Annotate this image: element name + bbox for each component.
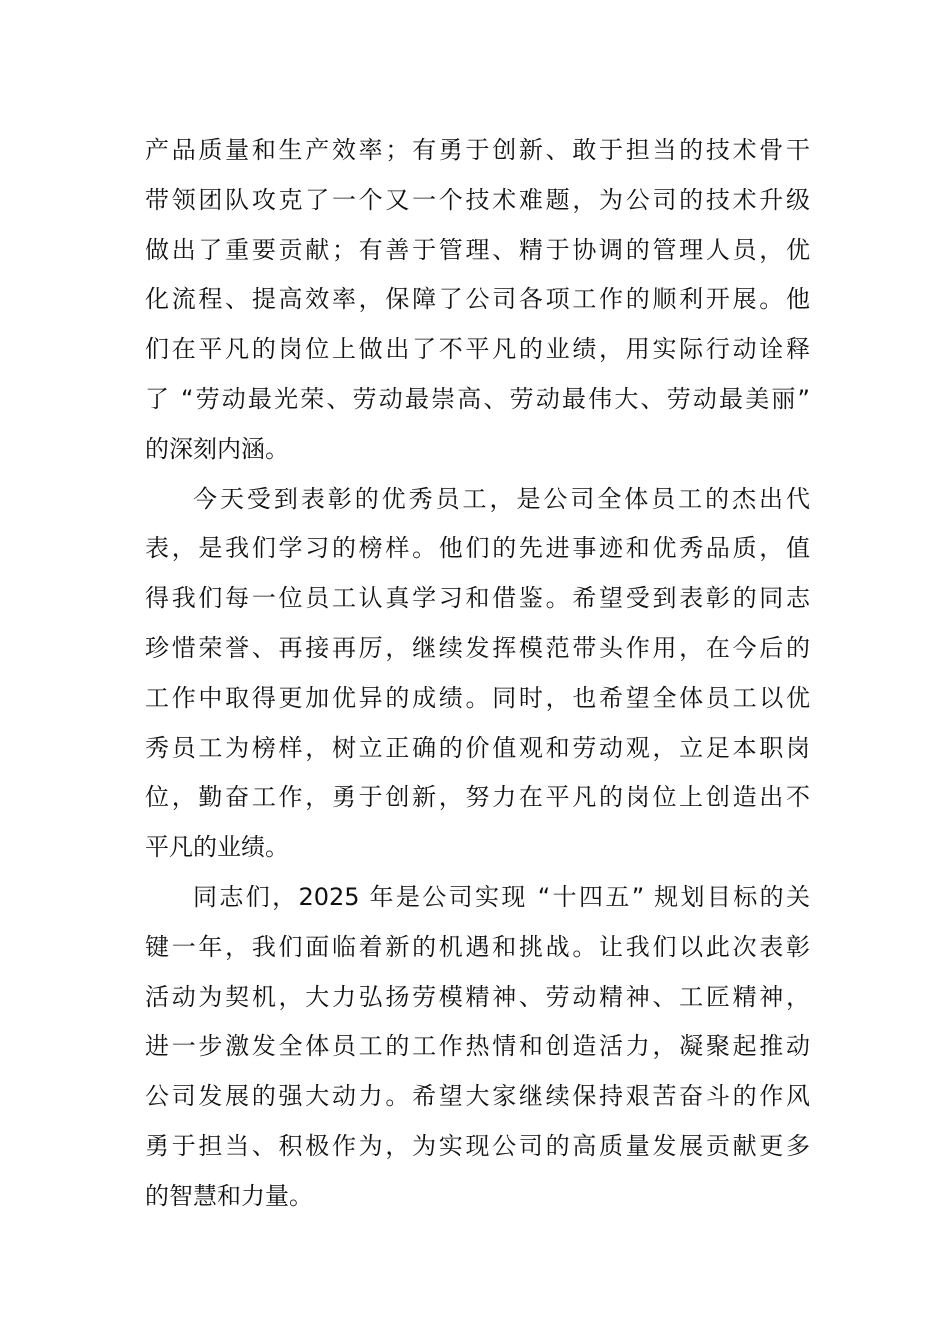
text-line: 平凡的业绩。 [145, 833, 289, 862]
text-line: 秀员工为榜样，树立正确的价值观和劳动观，立足本职岗 [145, 733, 810, 762]
text-line: 进一步激发全体员工的工作热情和创造活力，凝聚起推动 [145, 1032, 810, 1061]
text-line: 公司发展的强大动力。希望大家继续保持艰苦奋斗的作风 [145, 1082, 810, 1111]
text-line: 位，勤奋工作，勇于创新，努力在平凡的岗位上创造出不 [145, 783, 810, 812]
text-line: 得我们每一位员工认真学习和借鉴。希望受到表彰的同志 [145, 584, 810, 613]
text-line: 的智慧和力量。 [145, 1181, 313, 1210]
text-line: 珍惜荣誉、再接再厉，继续发挥模范带头作用，在今后的 [145, 633, 810, 662]
text-line: 带领团队攻克了一个又一个技术难题，为公司的技术升级 [145, 185, 810, 214]
text-line: 活动为契机，大力弘扬劳模精神、劳动精神、工匠精神， [145, 982, 810, 1011]
body-text [145, 126, 810, 1222]
text-line: 化流程、提高效率，保障了公司各项工作的顺利开展。他 [145, 285, 810, 314]
text-line: 今天受到表彰的优秀员工，是公司全体员工的杰出代 [193, 484, 810, 513]
text-line: 工作中取得更加优异的成绩。同时，也希望全体员工以优 [145, 683, 810, 712]
text-line: 键一年，我们面临着新的机遇和挑战。让我们以此次表彰 [145, 932, 810, 961]
text-line: 们在平凡的岗位上做出了不平凡的业绩，用实际行动诠释 [145, 335, 810, 364]
text-line: 表，是我们学习的榜样。他们的先进事迹和优秀品质，值 [145, 534, 810, 563]
text-line: 了 “劳动最光荣、劳动最崇高、劳动最伟大、劳动最美丽” [145, 384, 810, 413]
paragraph-1 [145, 126, 810, 475]
paragraph-2 [145, 475, 810, 873]
text-line: 产品质量和生产效率；有勇于创新、敢于担当的技术骨干 [145, 136, 810, 164]
text-line: 的深刻内涵。 [145, 434, 289, 463]
text-line: 同志们，2025 年是公司实现 “十四五” 规划目标的关 [193, 882, 810, 911]
paragraph-3 [145, 873, 810, 1222]
text-line: 做出了重要贡献；有善于管理、精于协调的管理人员，优 [145, 235, 810, 264]
text-line: 勇于担当、积极作为，为实现公司的高质量发展贡献更多 [145, 1131, 810, 1160]
